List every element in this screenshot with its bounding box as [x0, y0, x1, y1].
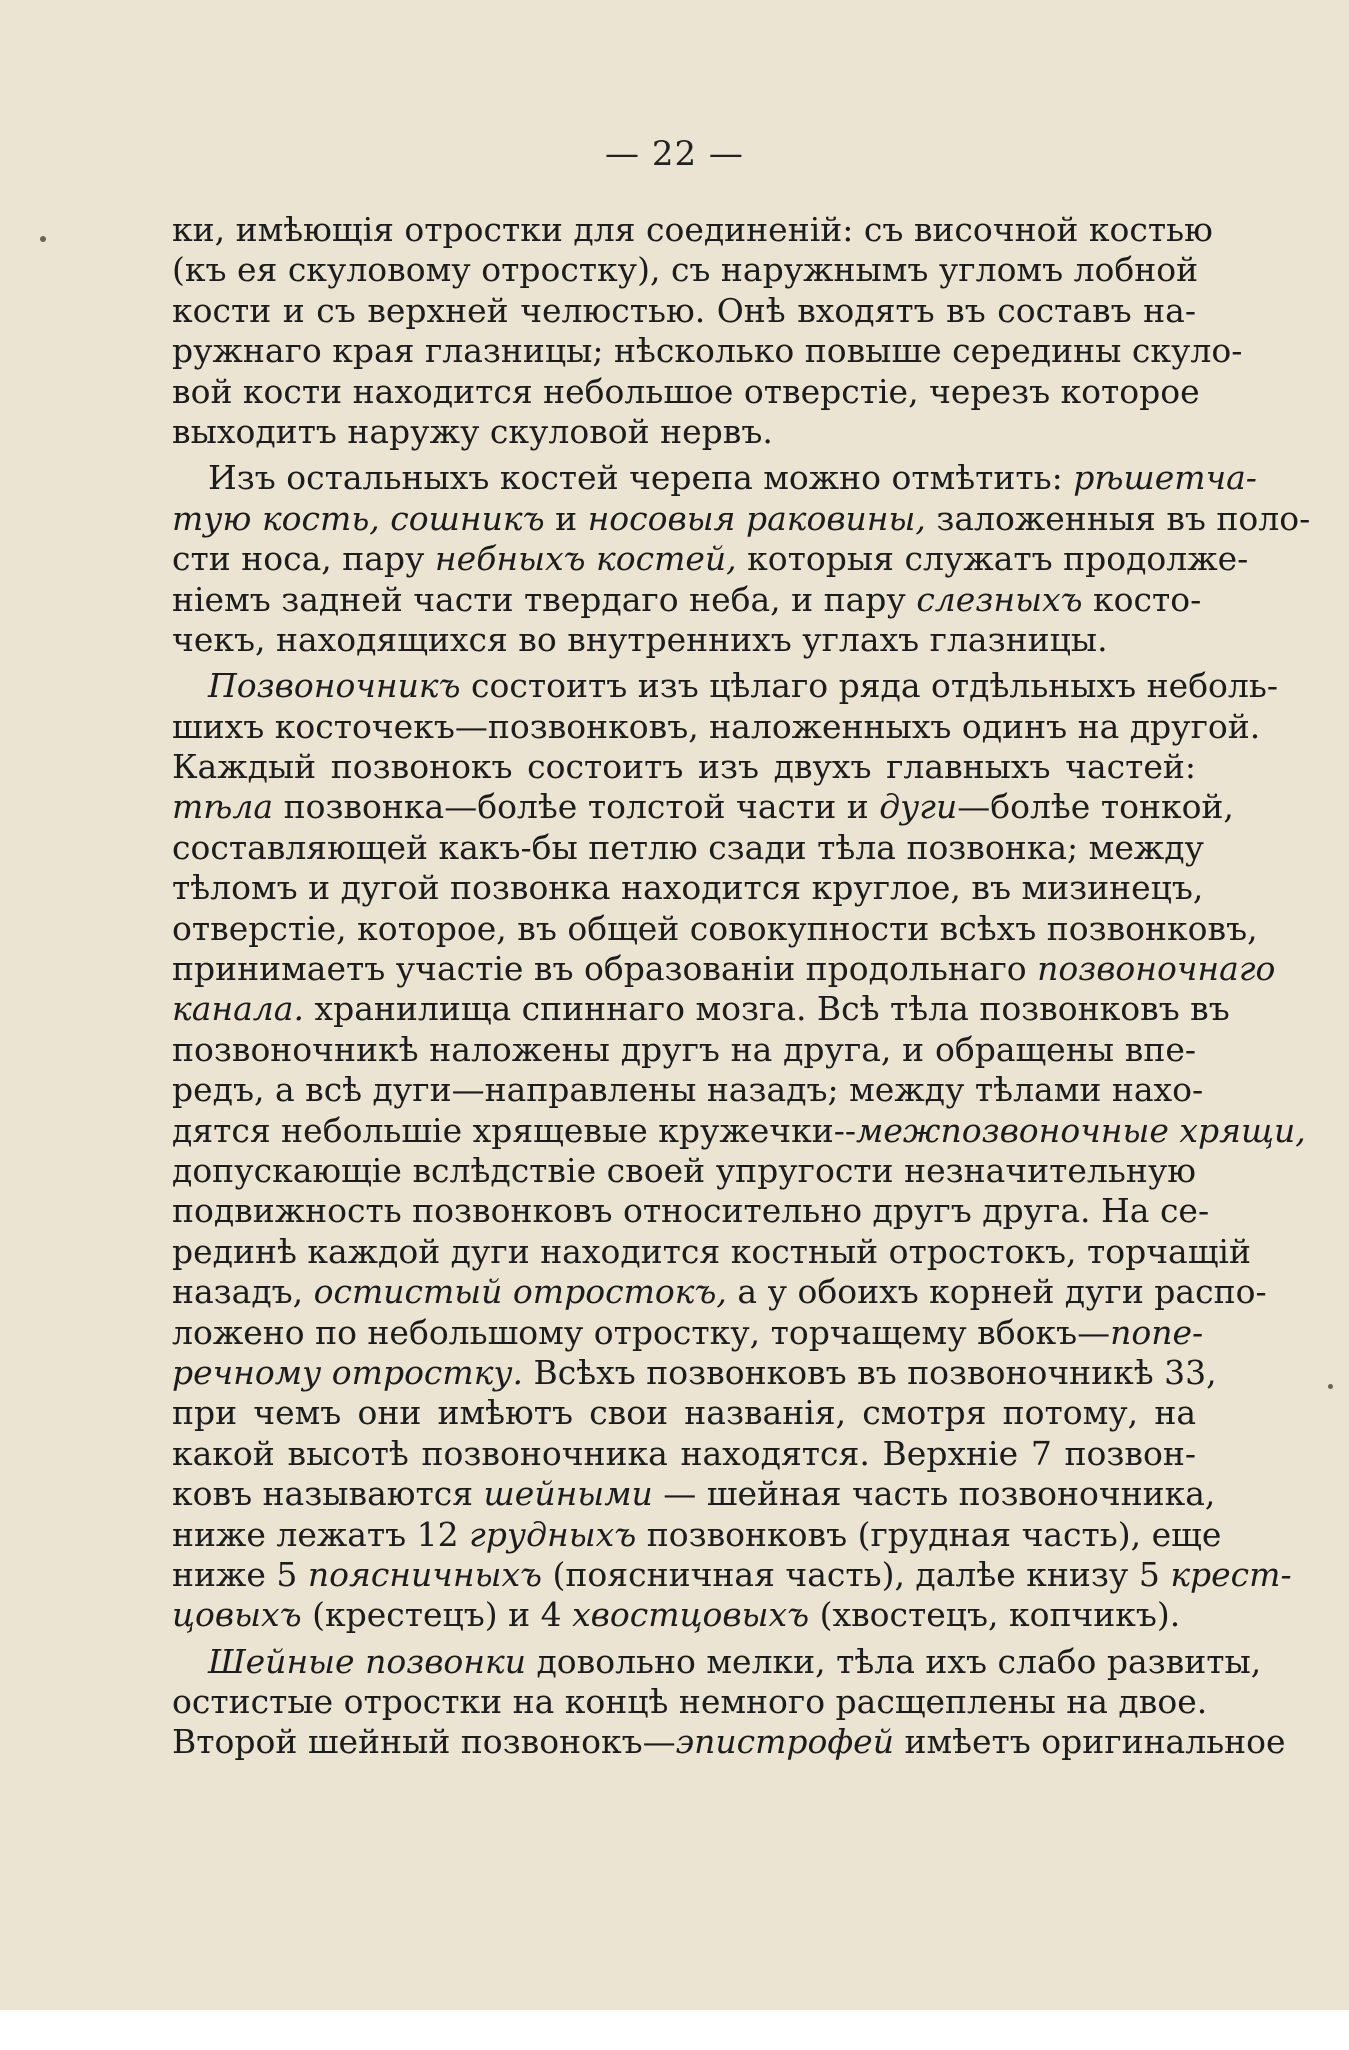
italic-term: межпозвоночные хрящи,: [856, 1110, 1306, 1150]
text-line: допускающіе вслѣдствіе своей упругости незначительную: [172, 1150, 1196, 1190]
italic-term: тую кость, сошникъ: [172, 498, 545, 538]
paragraph: [172, 1641, 1286, 1763]
italic-term: позвоночнаго: [1037, 949, 1276, 989]
text-line: сти носа, пару небныхъ костей, которыя служатъ продолже-: [172, 539, 1249, 579]
text-line: выходитъ наружу скуловой нервъ.: [172, 411, 773, 451]
ink-speck: [1328, 1384, 1333, 1389]
body-text: [172, 210, 1311, 1769]
italic-term: шейными: [483, 1474, 653, 1514]
italic-term: дуги: [879, 787, 958, 827]
italic-term: Шейные позвонки: [208, 1641, 526, 1681]
text-line: тую кость, сошникъ и носовыя раковины, заложенныя въ поло-: [172, 498, 1311, 538]
paragraph: [172, 666, 1306, 1635]
text-line: отверстіе, которое, въ общей совокупности всѣхъ позвонковъ,: [172, 908, 1258, 948]
text-line: Каждый позвонокъ состоитъ изъ двухъ главныхъ частей:: [172, 747, 1196, 787]
text-line: ложено по небольшому отростку, торчащему вбокъ—попе-: [172, 1312, 1204, 1352]
text-line: (къ ея скуловому отростку), съ наружнымъ угломъ лобной: [172, 250, 1199, 290]
text-line: ружнаго края глазницы; нѣсколько повыше середины скуло-: [172, 331, 1243, 371]
italic-term: Позвоночникъ: [208, 666, 461, 706]
text-line: Изъ остальныхъ костей черепа можно отмѣтить: рѣшетча-: [208, 458, 1257, 498]
italic-term: речному отростку.: [172, 1352, 524, 1392]
text-line: при чемъ они имѣютъ свои названія, смотря потому, на: [172, 1393, 1196, 1433]
italic-term: носовыя раковины,: [587, 498, 926, 538]
text-line: шихъ косточекъ—позвонковъ, наложенныхъ одинъ на другой.: [172, 706, 1261, 746]
page-number: — 22 —: [605, 134, 744, 174]
italic-term: слезныхъ: [916, 579, 1083, 619]
text-line: составляющей какъ-бы петлю сзади тѣла позвонка; между: [172, 827, 1204, 867]
text-line: кости и съ верхней челюстью. Онѣ входятъ въ составъ на-: [172, 290, 1196, 330]
text-line: ниже 5 поясничныхъ (поясничная часть), далѣе книзу 5 крест-: [172, 1554, 1292, 1594]
text-line: остистые отростки на концѣ немного расщеплены на двое.: [172, 1682, 1208, 1722]
italic-term: эпистрофей: [675, 1722, 894, 1762]
text-line: Позвоночникъ состоитъ изъ цѣлаго ряда отдѣльныхъ неболь-: [208, 666, 1279, 706]
text-line: рединѣ каждой дуги находится костный отростокъ, торчащій: [172, 1231, 1251, 1271]
text-line: ніемъ задней части твердаго неба, и пару слезныхъ косто-: [172, 579, 1202, 619]
italic-term: поясничныхъ: [307, 1554, 543, 1594]
paragraph: [172, 458, 1311, 660]
italic-term: рѣшетча-: [1073, 458, 1257, 498]
text-line: чекъ, находящихся во внутреннихъ углахъ глазницы.: [172, 619, 1108, 659]
text-line: принимаетъ участіе въ образованіи продольнаго позвоночнаго: [172, 949, 1276, 989]
italic-term: крест-: [1170, 1554, 1292, 1594]
italic-term: грудныхъ: [469, 1514, 637, 1554]
italic-term: канала.: [172, 989, 304, 1029]
text-line: ниже лежатъ 12 грудныхъ позвонковъ (грудная часть), еще: [172, 1514, 1222, 1554]
text-line: какой высотѣ позвоночника находятся. Верхніе 7 позвон-: [172, 1433, 1196, 1473]
text-line: подвижность позвонковъ относительно другъ друга. На се-: [172, 1191, 1210, 1231]
text-line: ки, имѣющія отростки для соединеній: съ височной костью: [172, 210, 1213, 249]
italic-term: хвостцовыхъ: [572, 1595, 810, 1635]
text-line: ковъ называются шейными — шейная часть позвоночника,: [172, 1474, 1216, 1514]
text-line: тѣломъ и дугой позвонка находится круглое, въ мизинецъ,: [172, 868, 1204, 908]
italic-term: небныхъ костей,: [434, 539, 737, 579]
ink-speck: [40, 236, 46, 242]
text-line: тѣла позвонка—болѣе толстой части и дуги—болѣе тонкой,: [172, 787, 1234, 827]
text-line: вой кости находится небольшое отверстіе, черезъ которое: [172, 371, 1200, 411]
text-line: редъ, а всѣ дуги—направлены назадъ; между тѣлами нахо-: [172, 1070, 1204, 1110]
text-line: позвоночникѣ наложены другъ на друга, и обращены впе-: [172, 1029, 1196, 1069]
scan-bottom-margin: [0, 2010, 1349, 2050]
italic-term: попе-: [1110, 1312, 1204, 1352]
text-line: назадъ, остистый отростокъ, а у обоихъ корней дуги распо-: [172, 1272, 1267, 1312]
text-line: дятся небольшіе хрящевые кружечки--межпозвоночные хрящи,: [172, 1110, 1306, 1150]
italic-term: цовыхъ: [172, 1595, 302, 1635]
italic-term: тѣла: [172, 787, 274, 827]
text-line: речному отростку. Всѣхъ позвонковъ въ позвоночникѣ 33,: [172, 1352, 1217, 1392]
paragraph: [172, 210, 1243, 452]
text-line: Шейные позвонки довольно мелки, тѣла ихъ слабо развиты,: [208, 1641, 1262, 1681]
italic-term: остистый отростокъ,: [313, 1272, 727, 1312]
text-line: Второй шейный позвонокъ—эпистрофей имѣетъ оригинальное: [172, 1722, 1286, 1762]
text-line: канала. хранилища спиннаго мозга. Всѣ тѣла позвонковъ въ: [172, 989, 1230, 1029]
text-line: цовыхъ (крестецъ) и 4 хвостцовыхъ (хвостецъ, копчикъ).: [172, 1595, 1181, 1635]
